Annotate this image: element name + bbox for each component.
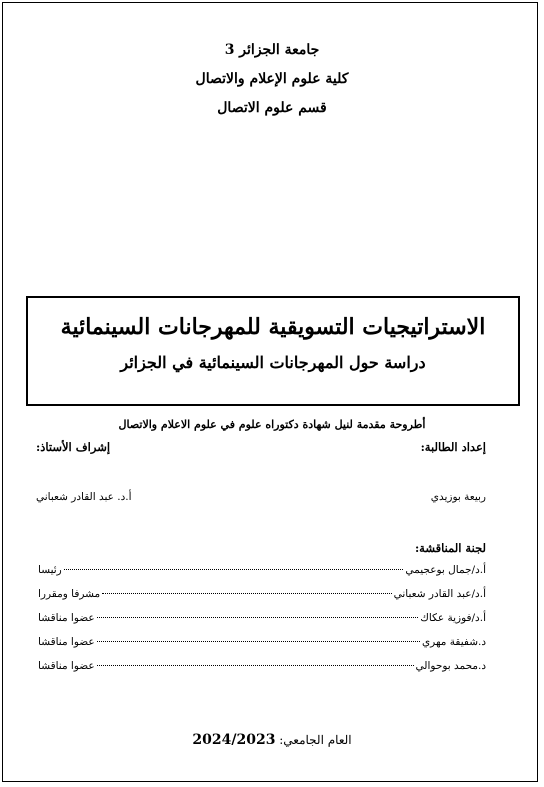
member-role: مشرفا ومقررا — [38, 588, 101, 600]
member-role: رئيسا — [38, 564, 62, 576]
thesis-subtitle: دراسة حول المهرجانات السينمائية في الجزائر — [120, 353, 426, 372]
department-name: قسم علوم الاتصال — [217, 100, 327, 116]
thesis-degree-note: أطروحة مقدمة لنيل شهادة دكتوراه علوم في علوم الاعلام والاتصال — [118, 418, 426, 431]
supervisor-name: أ.د. عبد القادر شعباني — [36, 491, 132, 503]
prepared-by-label: إعداد الطالبة: — [420, 440, 486, 454]
student-name: ربيعة بوزيدي — [430, 491, 486, 503]
committee-label: لجنة المناقشة: — [414, 541, 486, 555]
committee-member — [38, 588, 486, 612]
academic-year — [0, 732, 544, 748]
member-name: أ.د/فوزية عكاك — [420, 612, 486, 624]
faculty-name: كلية علوم الإعلام والاتصال — [195, 71, 349, 87]
university-name: جامعة الجزائر 3 — [224, 42, 320, 58]
dotted-leader — [97, 665, 414, 666]
committee-member — [38, 612, 486, 636]
dotted-leader — [97, 641, 420, 642]
member-role: عضوا مناقشا — [38, 660, 95, 672]
committee-list — [38, 564, 486, 684]
institution-header — [0, 36, 544, 123]
member-role: عضوا مناقشا — [38, 636, 95, 648]
supervision-label: إشراف الأستاذ: — [36, 440, 111, 454]
member-name: أ.د/جمال بوعجيمي — [405, 564, 486, 576]
academic-year-value: 2024/2023 — [192, 732, 276, 748]
committee-member — [38, 636, 486, 660]
title-box — [26, 296, 520, 406]
committee-member — [38, 660, 486, 684]
member-role: عضوا مناقشا — [38, 612, 95, 624]
member-name: أ.د/عبد القادر شعباني — [393, 588, 486, 600]
dotted-leader — [97, 617, 419, 618]
dotted-leader — [64, 569, 404, 570]
academic-year-label: العام الجامعي: — [279, 733, 352, 747]
committee-member — [38, 564, 486, 588]
dotted-leader — [102, 593, 391, 594]
thesis-main-title: الاستراتيجيات التسويقية للمهرجانات السينمائية — [60, 314, 486, 340]
member-name: د.شفيقة مهري — [421, 636, 486, 648]
member-name: د.محمد بوحوالي — [415, 660, 486, 672]
